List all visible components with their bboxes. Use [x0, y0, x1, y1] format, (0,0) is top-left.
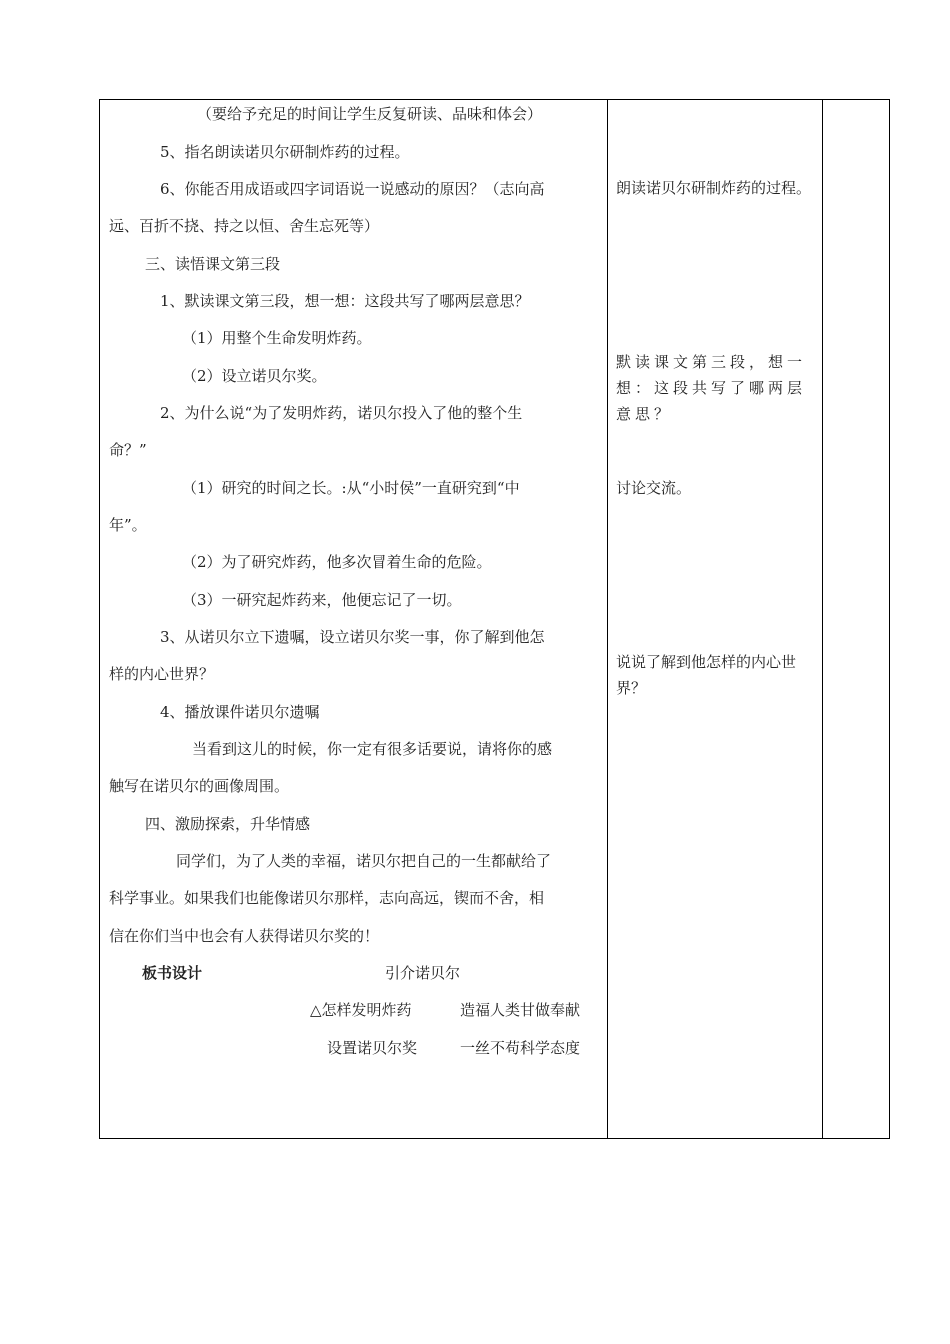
text-line: 信在你们当中也会有人获得诺贝尔奖的！ [109, 927, 380, 945]
text-line: 年”。 [109, 516, 147, 534]
text-line: 3、从诺贝尔立下遗嘱，设立诺贝尔奖一事，你了解到他怎 [160, 628, 545, 646]
text-line: 同学们，为了人类的幸福，诺贝尔把自己的一生都献给了 [176, 852, 552, 870]
text-line: （要给予充足的时间让学生反复研读、品味和体会） [197, 105, 543, 123]
text-line: 1、默读课文第三段，想一想：这段共写了哪两层意思？ [160, 292, 530, 310]
text-line: （3）一研究起炸药来，他便忘记了一切。 [182, 591, 462, 609]
text-line: 触写在诺贝尔的画像周围。 [109, 777, 290, 795]
text-line: （1）研究的时间之长。:从“小时侯”一直研究到“中 [182, 479, 520, 497]
text-line: （2）为了研究炸药，他多次冒着生命的危险。 [182, 553, 492, 571]
text-line: （2）设立诺贝尔奖。 [182, 367, 327, 385]
board-item: 设置诺贝尔奖 [327, 1039, 418, 1057]
text-line: 5、指名朗读诺贝尔研制炸药的过程。 [160, 143, 410, 161]
board-item: 造福人类甘做奉献 [460, 1001, 581, 1019]
text-line: 4、播放课件诺贝尔遗嘱 [160, 703, 320, 721]
text-line: 科学事业。如果我们也能像诺贝尔那样，志向高远，锲而不舍，相 [109, 889, 545, 907]
section-heading: 三、读悟课文第三段 [145, 255, 281, 273]
board-design-label: 板书设计 [142, 964, 203, 982]
text-line: 2、为什么说“为了发明炸药，诺贝尔投入了他的整个生 [160, 404, 523, 422]
board-item: △怎样发明炸药 [310, 1001, 412, 1019]
text-line: 当看到这儿的时候，你一定有很多话要说，请将你的感 [192, 740, 553, 758]
text-line: 6、你能否用成语或四字词语说一说感动的原因？（志向高 [160, 180, 545, 198]
student-activity-note: 讨论交流。 [616, 479, 692, 497]
column-divider [607, 100, 608, 1138]
student-activity-note: 朗读诺贝尔研制炸药的过程。 [616, 179, 812, 197]
column-divider [822, 100, 823, 1138]
board-item: 一丝不苟科学态度 [460, 1039, 581, 1057]
text-line: 样的内心世界？ [109, 665, 215, 683]
text-line: （1）用整个生命发明炸药。 [182, 329, 372, 347]
text-line: 命？” [109, 441, 147, 459]
board-title: 引介诺贝尔 [385, 964, 461, 982]
student-activity-note: 说说了解到他怎样的内心世界？ [616, 653, 797, 697]
text-line: 远、百折不挠、持之以恒、舍生忘死等） [109, 217, 380, 235]
student-activity-note: 默读课文第三段，想一想：这段共写了哪两层意思？ [616, 353, 807, 423]
section-heading: 四、激励探索，升华情感 [145, 815, 311, 833]
